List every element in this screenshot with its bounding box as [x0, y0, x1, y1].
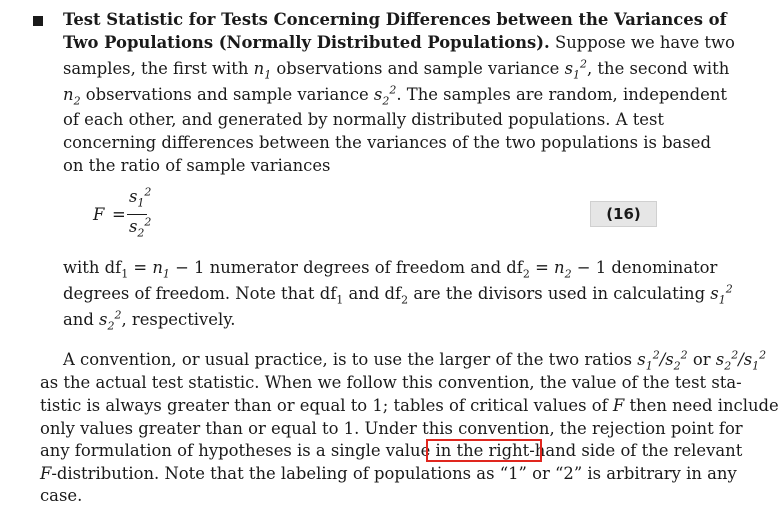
text: F — [40, 464, 52, 483]
text: observations and sample variance — [80, 85, 374, 104]
heading-line-2 — [63, 32, 735, 54]
para3-line-3 — [40, 395, 779, 417]
para3-line-7: case. — [40, 486, 83, 505]
math-s2sq: $s_2^2$ — [373, 83, 397, 108]
para2-line-2: degrees of freedom. Note that $df_1$ and $df_2$ are the divisors used in calculating $s_1^2$ — [63, 282, 733, 307]
text: , the second with — [587, 59, 730, 78]
para1-line-6: concerning differences between the variances of the two populations is based — [63, 133, 711, 152]
heading-line-1 — [63, 9, 727, 31]
highlight-box — [426, 439, 542, 462]
text: or — [687, 350, 716, 369]
equation-lhs: F — [93, 205, 105, 224]
math-s1sq: $s_1^2$ — [564, 57, 587, 82]
text: of the relevant — [615, 441, 743, 460]
text: = — [128, 258, 153, 277]
para3-line-2: as the actual test statistic. When we follow this convention, the value of the test sta- — [40, 373, 742, 392]
para1-line-3 — [63, 58, 729, 80]
text: samples, the first with — [63, 59, 254, 78]
para3-line-4: only values greater than or equal to 1. Under this convention, the rejection point for — [40, 419, 743, 438]
math-n2: $n_2$ — [63, 85, 81, 108]
text: any formulation of hypotheses is a single value in the — [40, 441, 489, 460]
text: , respectively. — [121, 310, 236, 329]
text: degrees of freedom. Note that df — [63, 284, 337, 303]
text: -distribution. Note that the labeling of populations as “1” or “2” is arbitrary in any — [51, 464, 737, 483]
math-n1: $n_1$ — [253, 59, 272, 82]
text: A convention, or usual practice, is to use the larger of the two ratios — [63, 350, 638, 369]
para2-line-1: with $df_1 = n_1 - 1$ numerator degrees of freedom and $df_2 = n_2 - 1$ denominator — [63, 258, 718, 281]
text: observations and sample variance — [271, 59, 565, 78]
para1-line-4 — [63, 84, 727, 106]
heading-bold: Test Statistic for Tests Concerning Differences between the Variances of — [63, 10, 727, 29]
text: tistic is always greater than or equal to 1; tables of critical values of — [40, 396, 613, 415]
highlighted-phrase[interactable]: right-hand side — [488, 441, 616, 460]
para3-line-5 — [40, 440, 742, 462]
text: and — [63, 310, 100, 329]
text: F — [612, 396, 625, 415]
text: with df — [63, 258, 122, 277]
heading-bold-2: Two Populations (Normally Distributed Populations). — [63, 33, 550, 52]
para1-line-7: on the ratio of sample variances — [63, 156, 331, 175]
para1-line-5: of each other, and generated by normally distributed populations. A test — [63, 110, 664, 129]
text: then need include — [624, 396, 779, 415]
para3-line-6 — [40, 463, 737, 485]
equation-equals: = — [112, 205, 126, 224]
text: and df — [343, 284, 402, 303]
equation-number: (16) — [590, 201, 657, 227]
text: − 1 denominator — [571, 258, 718, 277]
heading-rest: Suppose we have two — [554, 33, 735, 52]
text: − 1 numerator degrees of freedom and df — [169, 258, 523, 277]
text: . The samples are random, independent — [396, 85, 728, 104]
equation-denominator: $s_2^2$ — [129, 215, 152, 240]
text: are the divisors used in calculating — [408, 284, 711, 303]
para2-line-3: and $s_2^2$, respectively. — [63, 308, 236, 333]
para3-line-1: A convention, or usual practice, is to use the larger of the two ratios $s_1^2/s_2^2$ or $s_2^2/s_1^2$ — [63, 348, 767, 373]
bullet-square-icon — [33, 16, 43, 26]
equation-numerator: $s_1^2$ — [129, 185, 152, 210]
